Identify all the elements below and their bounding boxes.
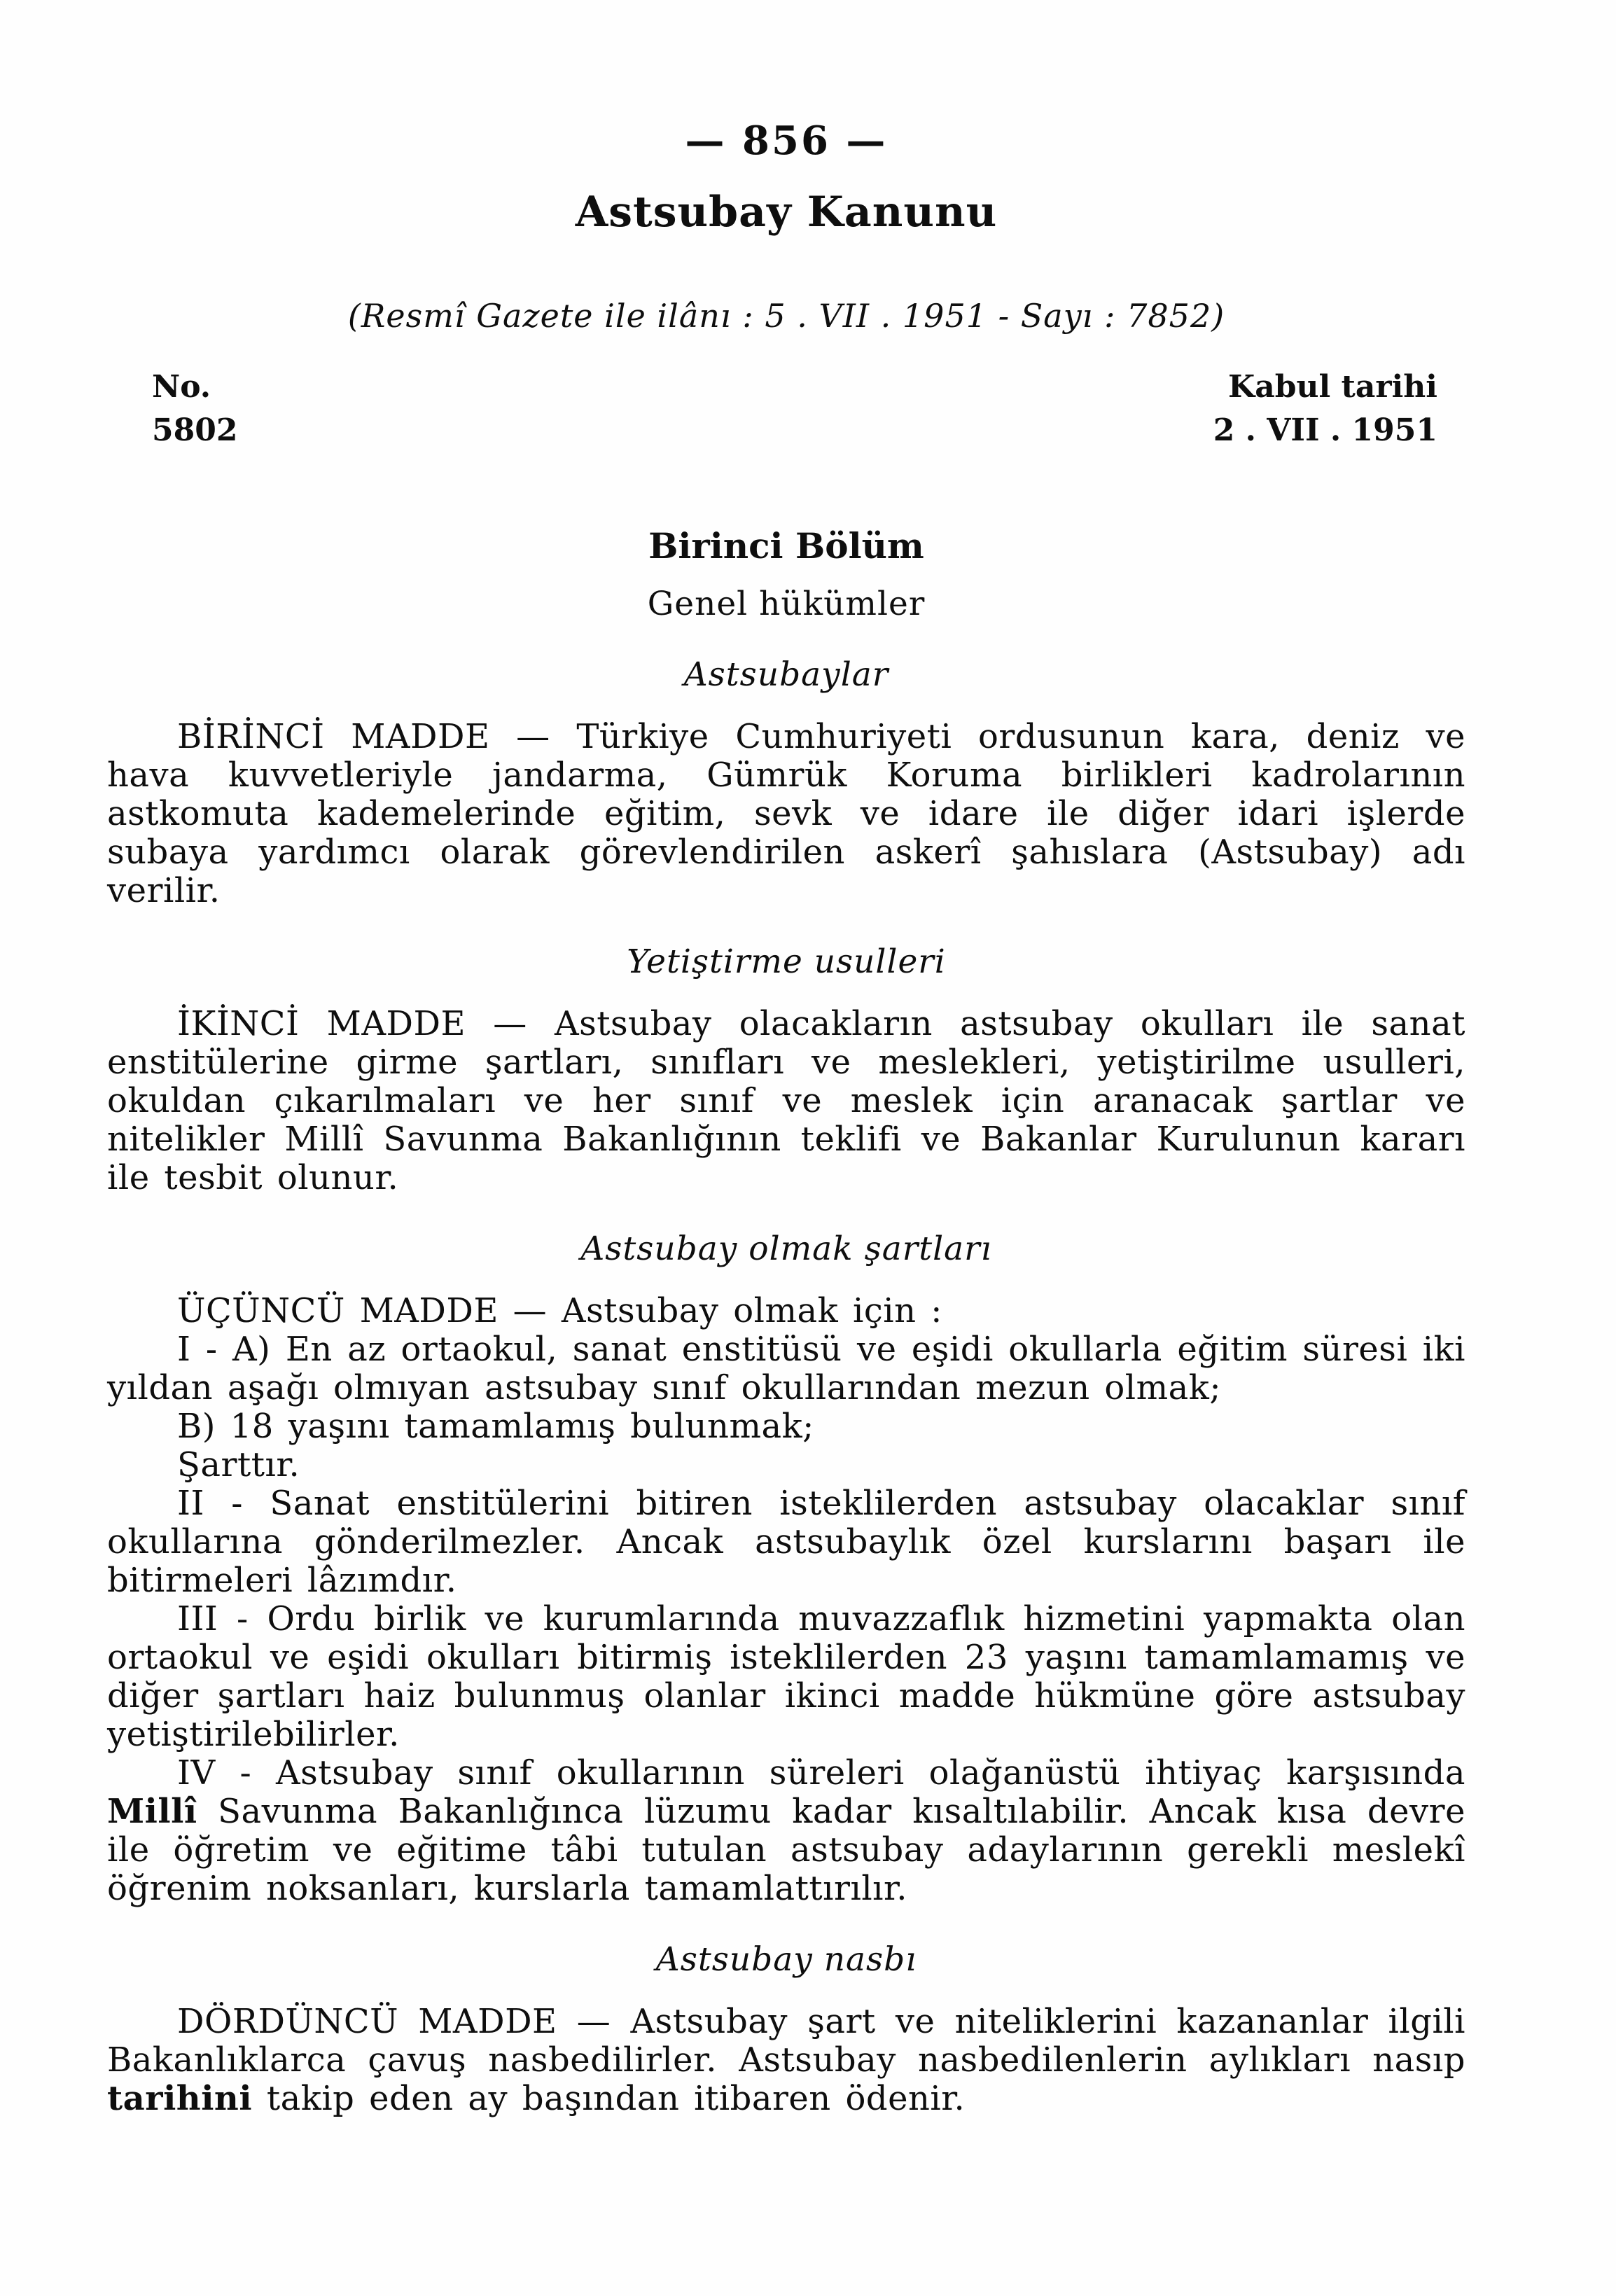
emphasized-text-run: Millî — [107, 1792, 197, 1831]
law-paragraph — [107, 1754, 1465, 1908]
law-number-label: No. — [152, 369, 211, 405]
chapter-heading: Birinci Bölüm — [648, 525, 924, 566]
law-section — [107, 942, 1465, 1197]
emphasized-text-run: tarihini — [107, 2079, 253, 2118]
document-content — [107, 0, 1465, 2118]
text-run: Savunma Bakanlığınca lüzumu kadar kısaltılabilir. Ancak kısa devre ile öğretim ve eğitime tâbi tutulan astsubay adaylarının gerekli meslekî öğrenim noksanları, kurslarla tamamlattırılır. — [107, 1792, 1465, 1908]
text-run: Şarttır. — [177, 1445, 300, 1484]
law-paragraph — [107, 1005, 1465, 1197]
text-run: III - Ordu birlik ve kurumlarında muvazzaflık hizmetini yapmakta olan ortaokul ve eşidi okulları bitirmiş isteklilerden 23 yaşını tamamlamamış ve diğer şartları haiz bulunmuş olanlar ikinci madde hükmüne göre astsubay yetiştirilebilirler. — [107, 1599, 1465, 1754]
law-number-block — [107, 366, 237, 452]
chapter-subheading: Genel hükümler — [647, 585, 926, 623]
acceptance-date-label: Kabul tarihi — [1228, 369, 1437, 405]
section-heading: Yetiştirme usulleri — [627, 942, 946, 981]
law-paragraph — [107, 718, 1465, 910]
law-section — [107, 1940, 1465, 2118]
text-run: I - A) En az ortaokul, sanat enstitüsü ve eşidi okullarla eğitim süresi iki yıldan aşağı olmıyan astsubay sınıf okullarından mezun olmak; — [107, 1330, 1465, 1407]
text-run: İKİNCİ MADDE — Astsubay olacakların astsubay okulları ile sanat enstitülerine girme şartları, sınıfları ve meslekleri, yetiştirilme usulleri, okuldan çıkarılmaları ve her sınıf ve meslek için aranacak şartlar ve nitelikler Millî Savunma Bakanlığının teklifi ve Bakanlar Kurulunun kararı ile tesbit olunur. — [107, 1004, 1465, 1197]
acceptance-date-block — [1213, 366, 1465, 452]
section-heading: Astsubay nasbı — [655, 1940, 917, 1979]
sections-container — [107, 655, 1465, 2118]
document-title: Astsubay Kanunu — [575, 188, 998, 237]
text-run: takip eden ay başından itibaren ödenir. — [252, 2079, 966, 2118]
law-paragraph — [107, 1446, 1465, 1484]
section-paragraphs — [107, 718, 1465, 910]
text-run: IV - Astsubay sınıf okullarının süreleri olağanüstü ihtiyaç karşısında — [177, 1753, 1465, 1793]
law-paragraph — [107, 1292, 1465, 1330]
law-paragraph — [107, 1600, 1465, 1754]
section-paragraphs — [107, 2003, 1465, 2118]
law-paragraph — [107, 1330, 1465, 1407]
law-meta-row — [107, 366, 1465, 452]
law-section — [107, 655, 1465, 910]
section-paragraphs — [107, 1292, 1465, 1908]
text-run: DÖRDÜNCÜ MADDE — Astsubay şart ve niteliklerini kazananlar ilgili Bakanlıklarca çavuş nasbedilirler. Astsubay nasbedilenlerin aylıkları nasıp — [107, 2002, 1465, 2080]
section-heading: Astsubay olmak şartları — [580, 1230, 992, 1268]
law-section — [107, 1230, 1465, 1908]
gazette-publication-line: (Resmî Gazete ile ilânı : 5 . VII . 1951 - Sayı : 7852) — [347, 297, 1225, 335]
law-number-value: 5802 — [152, 412, 238, 448]
text-run: ÜÇÜNCÜ MADDE — Astsubay olmak için : — [177, 1291, 942, 1330]
acceptance-date-value: 2 . VII . 1951 — [1213, 412, 1437, 448]
law-paragraph — [107, 1484, 1465, 1600]
law-paragraph — [107, 1407, 1465, 1446]
text-run: BİRİNCİ MADDE — Türkiye Cumhuriyeti ordusunun kara, deniz ve hava kuvvetleriyle jandarma, Gümrük Koruma birlikleri kadrolarının astkomuta kademelerinde eğitim, sevk ve idare ile diğer idari işlerde subaya yardımcı olarak görevlendirilen askerî şahıslara (Astsubay) adı verilir. — [107, 717, 1465, 910]
text-run: B) 18 yaşını tamamlamış bulunmak; — [177, 1407, 814, 1446]
section-paragraphs — [107, 1005, 1465, 1197]
law-paragraph — [107, 2003, 1465, 2118]
section-heading: Astsubaylar — [683, 655, 889, 694]
text-run: II - Sanat enstitülerini bitiren isteklilerden astsubay olacaklar sınıf okullarına gönderilmezler. Ancak astsubaylık özel kurslarını başarı ile bitirmeleri lâzımdır. — [107, 1484, 1465, 1600]
page-number: — 856 — — [685, 118, 888, 164]
